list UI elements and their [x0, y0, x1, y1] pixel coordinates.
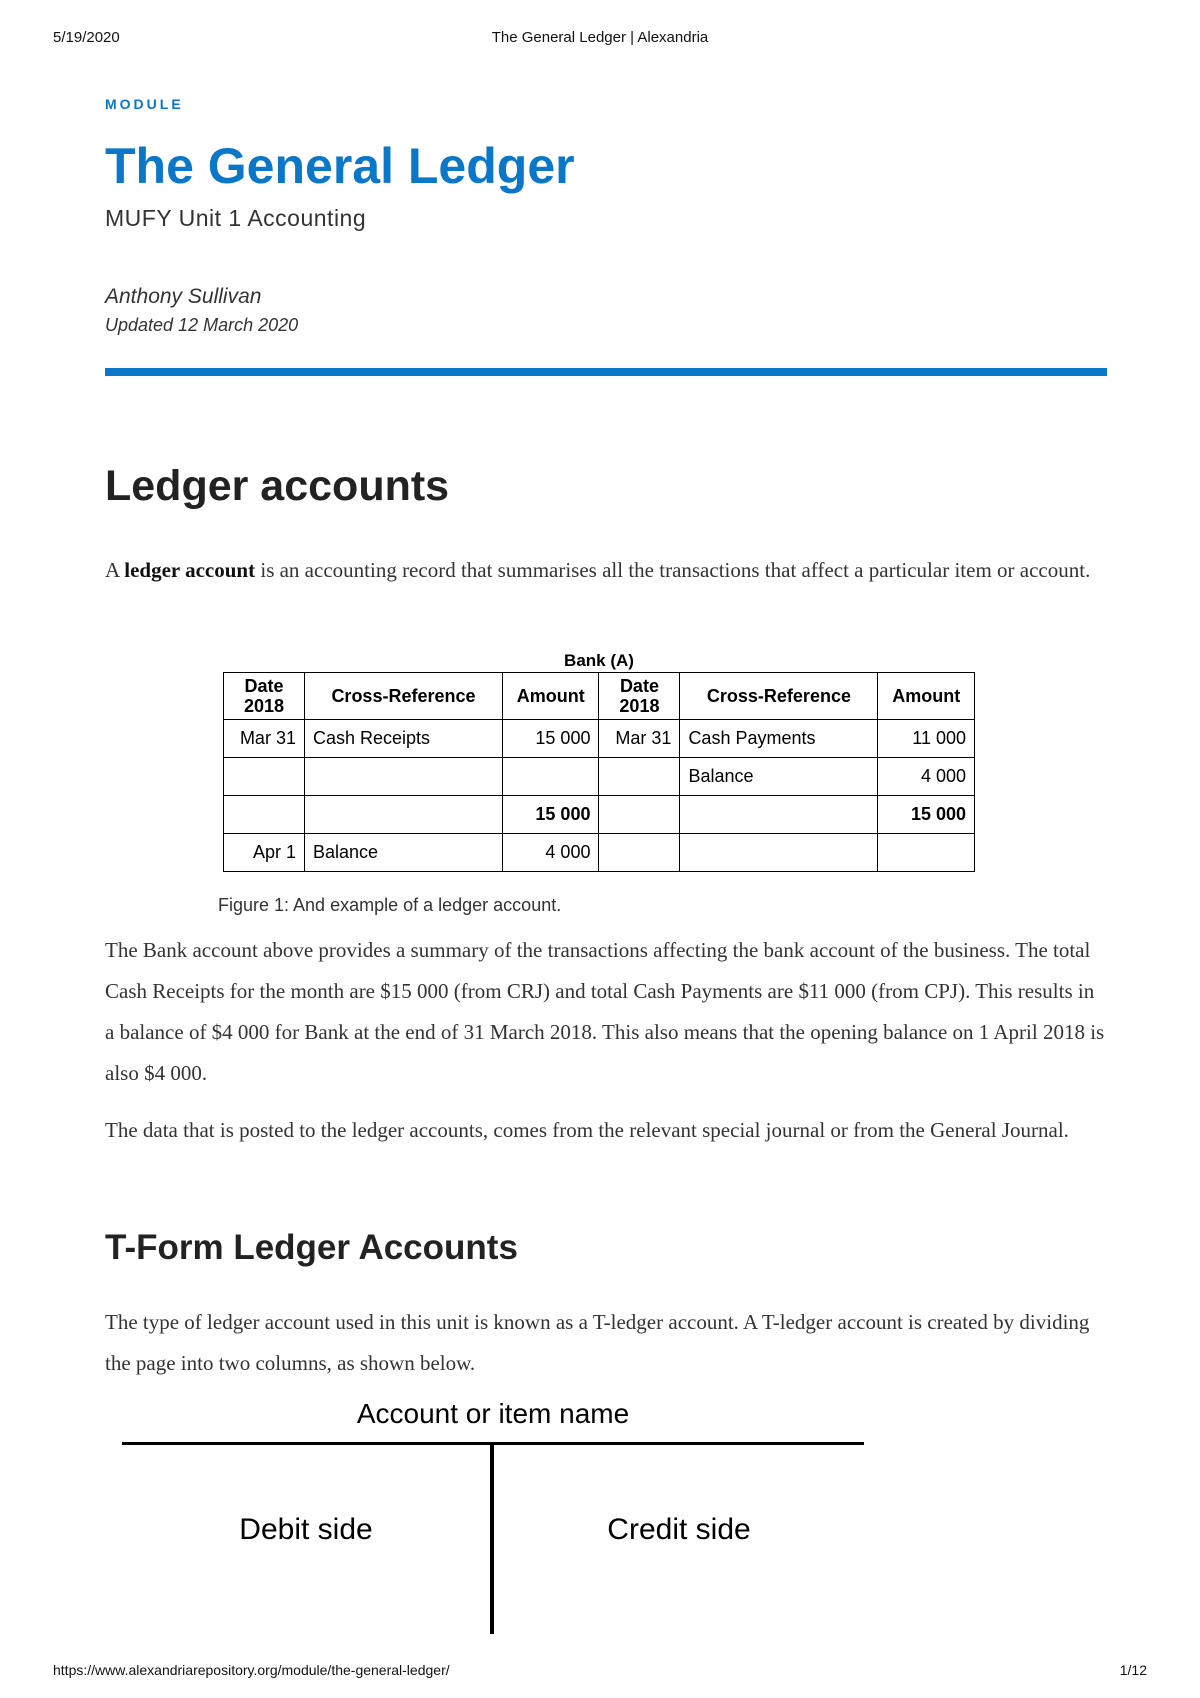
- bank-ledger-figure: [223, 650, 975, 872]
- table-cell: [599, 758, 680, 796]
- table-cell: 11 000: [878, 720, 975, 758]
- document-title: The General Ledger: [105, 138, 575, 194]
- table-cell: [680, 834, 878, 872]
- bank-summary-paragraph: The Bank account above provides a summary of the transactions affecting the bank account of the business. The total Cash Receipts for the month are $15 000 (from CRJ) and total Cash Payments are $11 000 (from CPJ). This results in a balance of $4 000 for Bank at the end of 31 March 2018. This also means that the opening balance on 1 April 2018 is also $4 000.: [105, 938, 1105, 1085]
- ledger-table-caption: Bank (A): [564, 651, 634, 670]
- table-cell: [304, 796, 502, 834]
- updated-date: Updated 12 March 2020: [105, 315, 299, 335]
- table-cell: Mar 31: [599, 720, 680, 758]
- print-date: 5/19/2020: [53, 29, 120, 46]
- table-cell: 4 000: [878, 758, 975, 796]
- table-row: [224, 720, 975, 758]
- intro-prefix: A: [105, 558, 125, 582]
- table-cell: Apr 1: [224, 834, 305, 872]
- table-cell: Balance: [304, 834, 502, 872]
- header-amount-debit: Amount: [502, 673, 599, 720]
- table-cell: [502, 758, 599, 796]
- header-date-credit: Date 2018: [599, 673, 680, 720]
- table-row: [224, 758, 975, 796]
- header-amount-credit: Amount: [878, 673, 975, 720]
- print-page-title: The General Ledger | Alexandria: [491, 29, 709, 46]
- table-cell: 15 000: [502, 720, 599, 758]
- page-url: https://www.alexandriarepository.org/module/the-general-ledger/: [53, 1662, 450, 1678]
- table-cell: [224, 796, 305, 834]
- table-cell: [304, 758, 502, 796]
- table-cell-total: 15 000: [878, 796, 975, 834]
- posting-source-paragraph: The data that is posted to the ledger accounts, comes from the relevant special journal or from the General Journal.: [105, 1118, 1069, 1142]
- t-form-diagram: [122, 1398, 864, 1634]
- intro-rest: is an accounting record that summarises all the transactions that affect a particular item or account.: [255, 558, 1091, 582]
- t-form-paragraph: The type of ledger account used in this unit is known as a T-ledger account. A T-ledger account is created by dividing the page into two columns, as shown below.: [105, 1310, 1090, 1375]
- bank-ledger-table: [223, 672, 975, 872]
- table-cell: Mar 31: [224, 720, 305, 758]
- table-cell: Cash Payments: [680, 720, 878, 758]
- header-crossref-debit: Cross-Reference: [304, 673, 502, 720]
- section-heading-t-form: T-Form Ledger Accounts: [105, 1228, 518, 1267]
- table-cell: 4 000: [502, 834, 599, 872]
- header-divider: [105, 368, 1107, 376]
- table-row-total: [224, 796, 975, 834]
- figure-caption: Figure 1: And example of a ledger account.: [218, 895, 562, 915]
- print-header: [53, 29, 1147, 49]
- table-cell: [599, 796, 680, 834]
- table-cell: Cash Receipts: [304, 720, 502, 758]
- author-name: Anthony Sullivan: [105, 285, 262, 308]
- table-cell: [878, 834, 975, 872]
- intro-paragraph: [105, 550, 1105, 591]
- t-form-debit-label: Debit side: [239, 1513, 373, 1546]
- table-cell-total: 15 000: [502, 796, 599, 834]
- page-number: 1/12: [1119, 1662, 1147, 1678]
- module-label: MODULE: [105, 96, 184, 112]
- header-date-debit: Date 2018: [224, 673, 305, 720]
- table-cell: Balance: [680, 758, 878, 796]
- header-crossref-credit: Cross-Reference: [680, 673, 878, 720]
- t-form-credit-label: Credit side: [607, 1513, 751, 1546]
- print-footer: [53, 1662, 1147, 1682]
- section-heading-ledger-accounts: Ledger accounts: [105, 462, 450, 510]
- document-subtitle: MUFY Unit 1 Accounting: [105, 205, 367, 231]
- table-cell: [224, 758, 305, 796]
- table-header-row: [224, 673, 975, 720]
- table-cell: [680, 796, 878, 834]
- table-row: [224, 834, 975, 872]
- intro-term: ledger account: [124, 558, 256, 582]
- t-form-title: Account or item name: [356, 1398, 630, 1429]
- table-cell: [599, 834, 680, 872]
